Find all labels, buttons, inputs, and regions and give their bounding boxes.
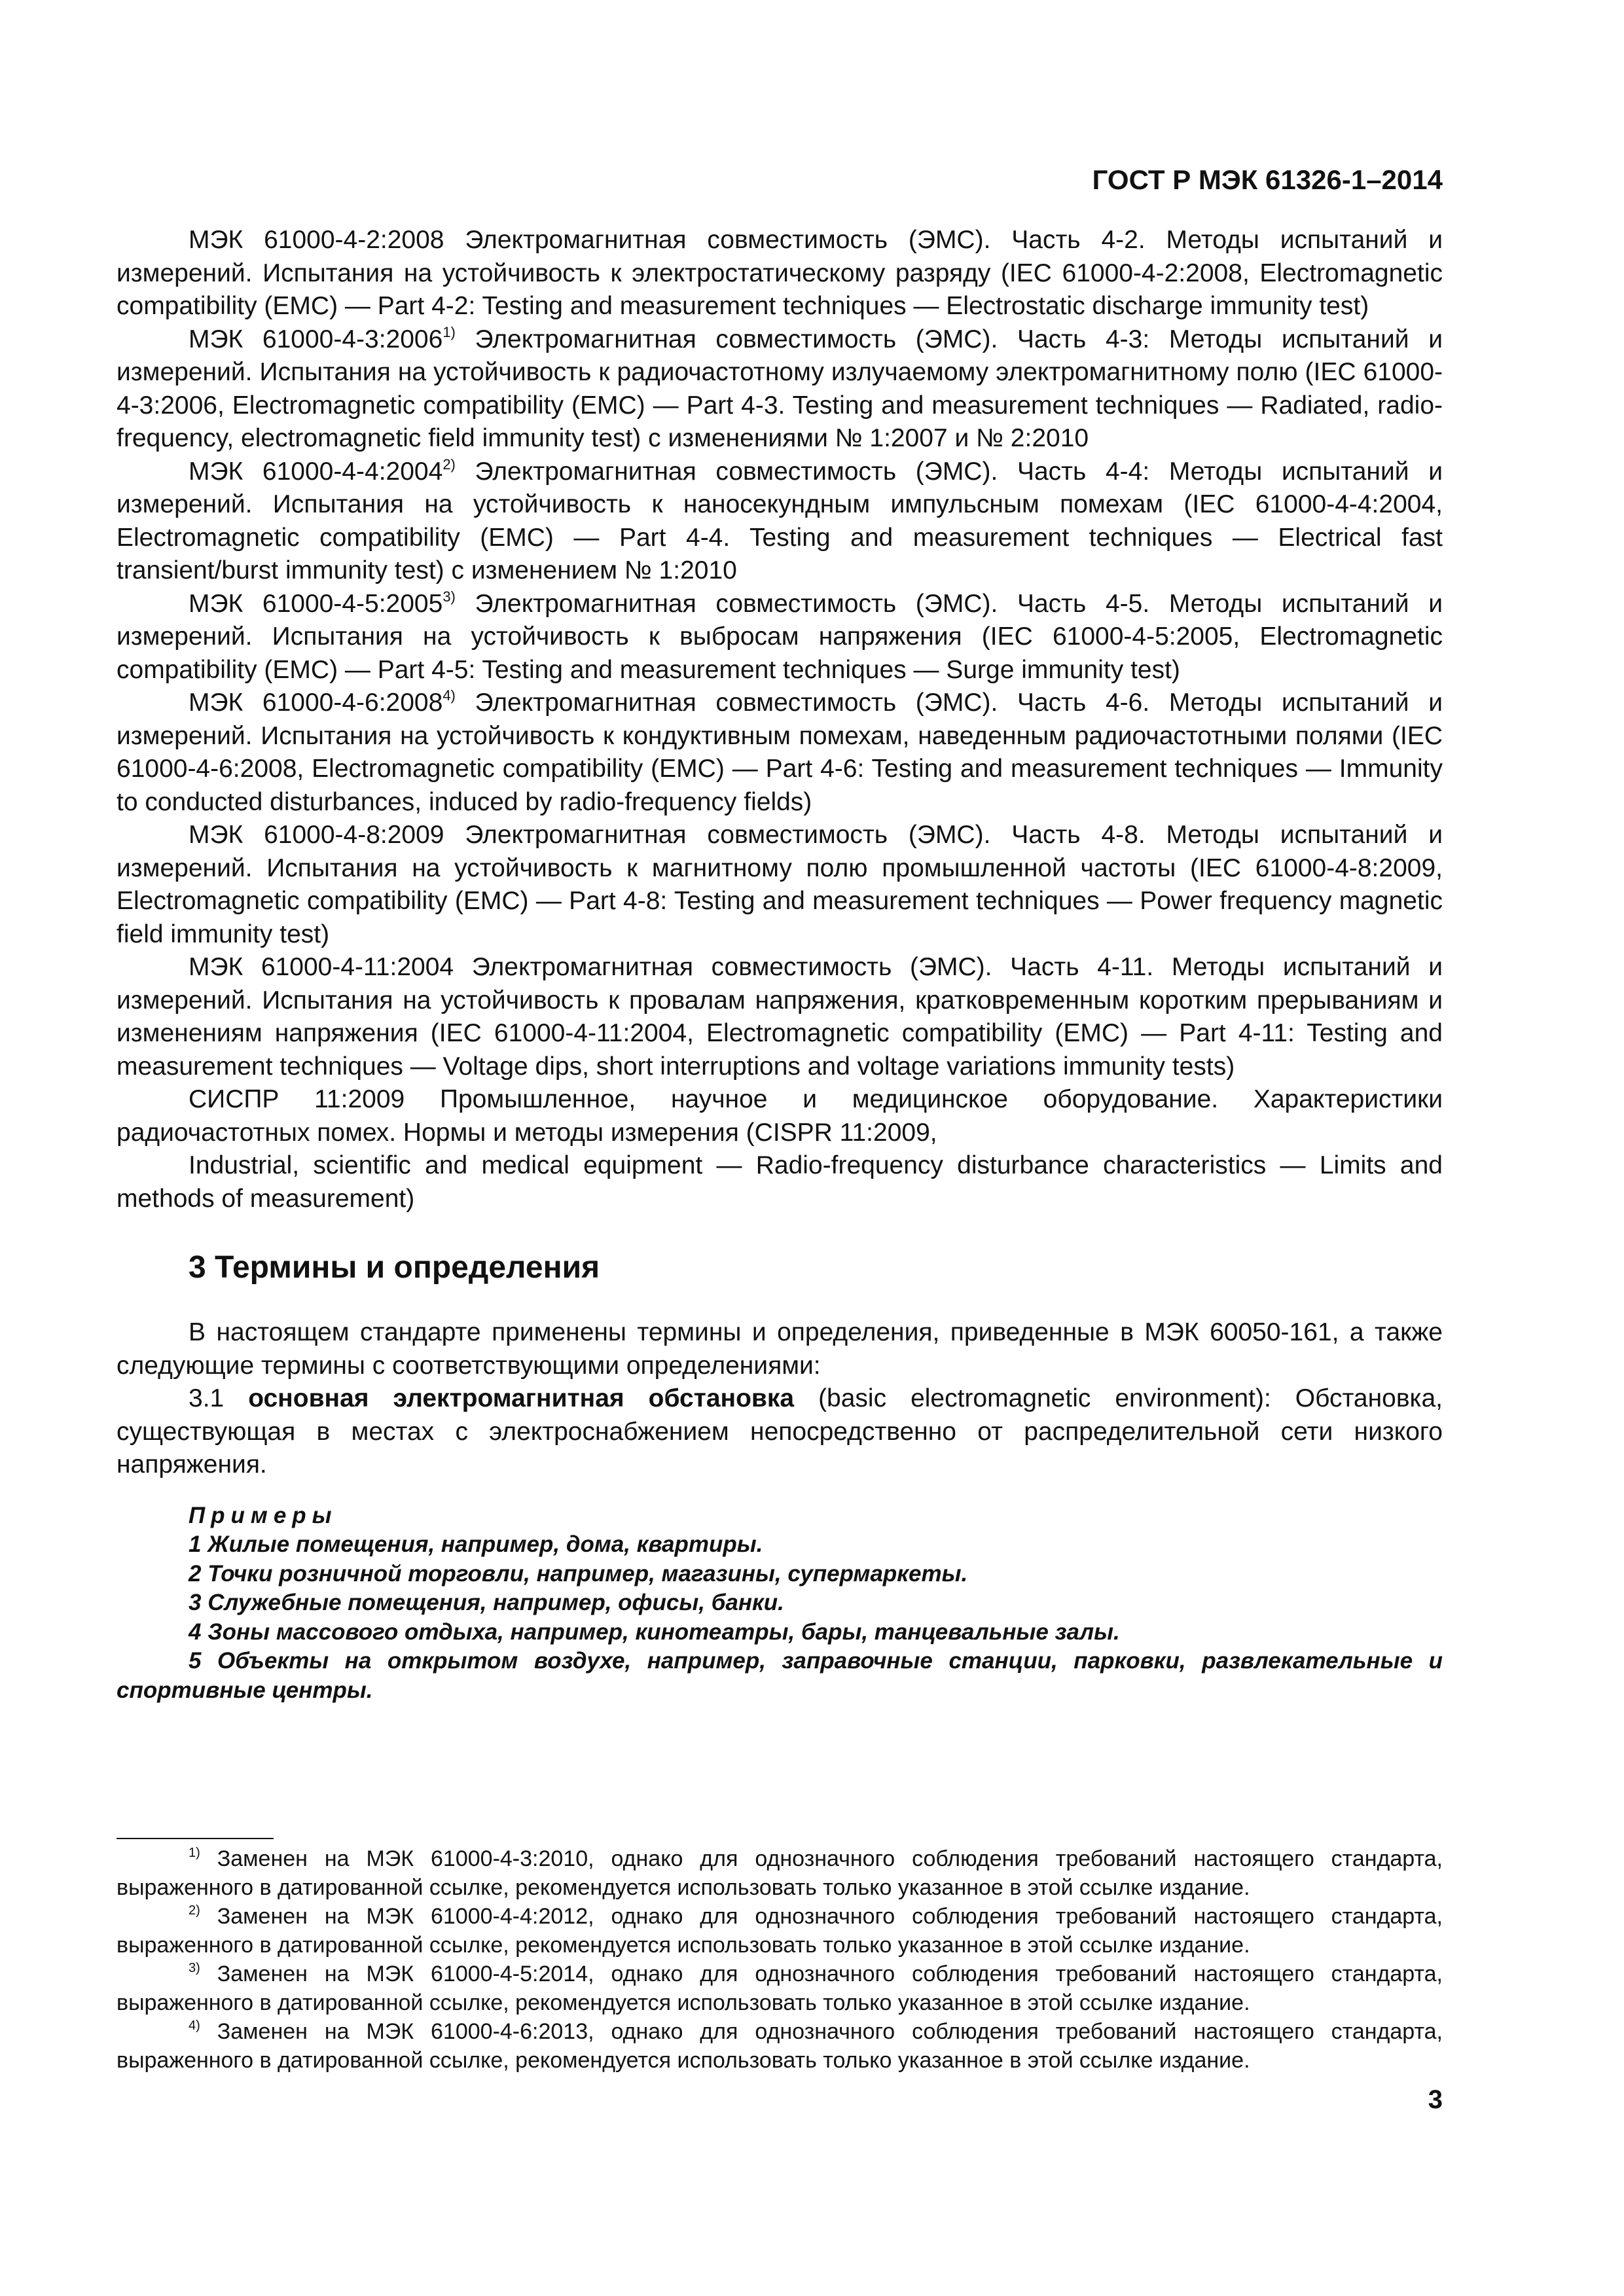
footnote-mark: 4) — [189, 2018, 200, 2033]
reference-item — [117, 687, 1443, 819]
footnote-text: Заменен на МЭК 61000-4-5:2014, однако для однозначного соблюдения требований настоящего стандарта, выраженного в датированной ссылке, рекомендуется использовать только указанное в этой ссылке издание. — [117, 1962, 1443, 2015]
examples-heading: Примеры — [189, 1502, 338, 1528]
reference-item — [117, 456, 1443, 588]
footnote-divider — [117, 1838, 274, 1839]
footnote-text: Заменен на МЭК 61000-4-4:2012, однако для однозначного соблюдения требований настоящего стандарта, выраженного в датированной ссылке, рекомендуется использовать только указанное в этой ссылке издание. — [117, 1904, 1443, 1958]
reference-item — [117, 1083, 1443, 1149]
reference-code: МЭК 61000-4-3:2006 — [189, 325, 443, 353]
reference-text: Электромагнитная совместимость (ЭМС). Часть 4-11. Методы испытаний и измерений. Испытания на устойчивость к провалам напряжения, кратковременным коротким прерываниям и изменениям напряжения (IEC 61000-4-11:2004, Electromagnetic compatibility (EMC) — Part 4-11: Testing and measurement techniques — Voltage dips, short interruptions and voltage variations immunity tests) — [117, 953, 1443, 1081]
footnote — [117, 2017, 1443, 2075]
footnote-mark: 2) — [189, 1903, 200, 1918]
reference-code: МЭК 61000-4-11:2004 — [189, 953, 454, 981]
term-number: 3.1 — [189, 1384, 249, 1412]
example-item: 2 Точки розничной торговли, например, магазины, супермаркеты. — [189, 1560, 968, 1587]
reference-text: Электромагнитная совместимость (ЭМС). Часть 4-5. Методы испытаний и измерений. Испытания на устойчивость к выбросам напряжения (IEC 61000-4-5:2005, Electromagnetic compatibility (EMC) — Part 4-5: Testing and measurement techniques — Surge immunity test) — [117, 589, 1443, 684]
term-name: основная электромагнитная обстановка — [248, 1384, 795, 1412]
section-intro: В настоящем стандарте применены термины и определения, приведенные в МЭК 60050-161, а также следующие термины с соответствующими определениями: — [117, 1318, 1443, 1380]
footnote-mark: 3) — [189, 1961, 200, 1975]
reference-code: МЭК 61000-4-4:2004 — [189, 457, 443, 486]
footnote-text: Заменен на МЭК 61000-4-3:2010, однако для однозначного соблюдения требований настоящего стандарта, выраженного в датированной ссылке, рекомендуется использовать только указанное в этой ссылке издание. — [117, 1846, 1443, 1900]
example-item: 1 Жилые помещения, например, дома, квартиры. — [189, 1532, 763, 1557]
reference-item — [117, 224, 1443, 323]
reference-item — [117, 323, 1443, 456]
reference-code: СИСПР 11:2009 — [189, 1085, 405, 1113]
reference-code: МЭК 61000-4-5:2005 — [189, 589, 443, 618]
reference-item — [117, 588, 1443, 687]
term-definition — [117, 1382, 1443, 1482]
footnote — [117, 1960, 1443, 2017]
footnote-ref: 1) — [442, 323, 456, 340]
reference-code: МЭК 61000-4-8:2009 — [189, 821, 444, 849]
footnote-text: Заменен на МЭК 61000-4-6:2013, однако для однозначного соблюдения требований настоящего стандарта, выраженного в датированной ссылке, рекомендуется использовать только указанное в этой ссылке издание. — [117, 2019, 1443, 2073]
reference-item — [117, 819, 1443, 951]
footnotes — [117, 1844, 1443, 2075]
footnote — [117, 1844, 1443, 1902]
footnote-mark: 1) — [189, 1846, 200, 1860]
example-item: 3 Служебные помещения, например, офисы, банки. — [189, 1590, 784, 1615]
term-text: (basic electromagnetic environment): Обстановка, существующая в местах с электроснабжением непосредственно от распределительной сети низкого напряжения. — [117, 1384, 1443, 1479]
document-body — [117, 224, 1443, 1705]
footnote-ref: 4) — [442, 687, 456, 704]
reference-code: МЭК 61000-4-6:2008 — [189, 689, 443, 717]
reference-continuation: Industrial, scientific and medical equipment — Radio-frequency disturbance characteristics — Limits and methods of measurement) — [117, 1151, 1443, 1213]
footnote-ref: 3) — [442, 588, 456, 605]
example-item: 5 Объекты на открытом воздухе, например, заправочные станции, парковки, развлекательные и спортивные центры. — [117, 1648, 1443, 1703]
example-item: 4 Зоны массового отдыха, например, кинотеатры, бары, танцевальные залы. — [189, 1619, 1120, 1645]
reference-text: Электромагнитная совместимость (ЭМС). Часть 4-2. Методы испытаний и измерений. Испытания на устойчивость к электростатическому разряду (IEC 61000-4-2:2008, Electromagnetic compatibility (EMC) — Part 4-2: Testing and measurement techniques — Electrostatic discharge immunity test) — [117, 226, 1443, 320]
reference-text: Электромагнитная совместимость (ЭМС). Часть 4-6. Методы испытаний и измерений. Испытания на устойчивость к кондуктивным помехам, наведенным радиочастотными полями (IEC 61000-4-6:2008, Electromagnetic compatibility (EMC) — Part 4-6: Testing and measurement techniques — Immunity to conducted disturbances, induced by radio-frequency fields) — [117, 689, 1443, 816]
page-number: 3 — [1428, 2085, 1443, 2114]
footnote-ref: 2) — [442, 456, 456, 473]
reference-text: Электромагнитная совместимость (ЭМС). Часть 4-8. Методы испытаний и измерений. Испытания на устойчивость к магнитному полю промышленной частоты (IEC 61000-4-8:2009, Electromagnetic compatibility (EMC) — Part 4-8: Testing and measurement techniques — Power frequency magnetic field immunity test) — [117, 821, 1443, 948]
reference-text: Промышленное, научное и медицинское оборудование. Характеристики радиочастотных помех. Нормы и методы измерения (CISPR 11:2009, — [117, 1085, 1443, 1147]
examples-block — [117, 1501, 1443, 1706]
reference-code: МЭК 61000-4-2:2008 — [189, 226, 444, 254]
reference-item — [117, 951, 1443, 1083]
section-title: 3 Термины и определения — [189, 1250, 600, 1285]
document-header: ГОСТ Р МЭК 61326-1–2014 — [1092, 164, 1443, 195]
reference-text: Электромагнитная совместимость (ЭМС). Часть 4-4: Методы испытаний и измерений. Испытания на устойчивость к наносекундным импульсным помехам (IEC 61000-4-4:2004, Electromagnetic compatibility (EMC) — Part 4-4. Testing and measurement techniques — Electrical fast transient/burst immunity test) с изменением № 1:2010 — [117, 457, 1443, 584]
reference-text: Электромагнитная совместимость (ЭМС). Часть 4-3: Методы испытаний и измерений. Испытания на устойчивость к радиочастотному излучаемому электромагнитному полю (IEC 61000-4-3:2006, Electromagnetic compatibility (EMC) — Part 4-3. Testing and measurement techniques — Radiated, radio-frequency, electromagnetic field immunity test) с изменениями № 1:2007 и № 2:2010 — [117, 325, 1443, 452]
footnote — [117, 1902, 1443, 1960]
